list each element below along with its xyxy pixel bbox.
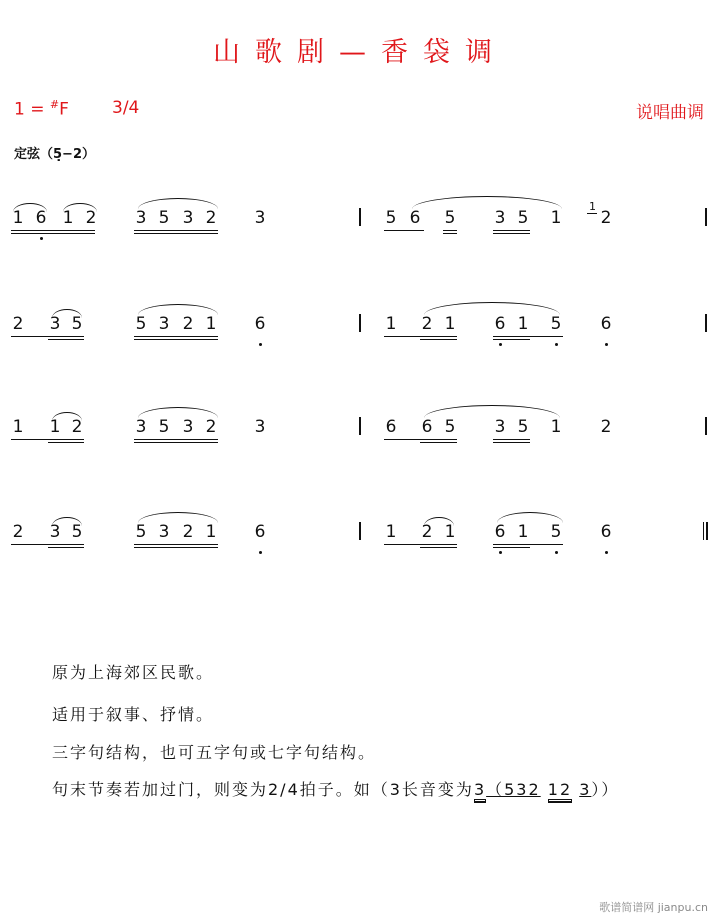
score-note: 1 xyxy=(385,522,397,542)
score-note: 3 xyxy=(254,417,266,437)
underline xyxy=(493,442,530,443)
slur xyxy=(412,196,562,209)
underline xyxy=(420,442,457,443)
score-note: 6 xyxy=(385,417,397,437)
low-octave-dot xyxy=(40,237,43,240)
score-note: 3 xyxy=(135,208,147,228)
score-note: 1 xyxy=(62,208,74,228)
score-note: 2 xyxy=(205,208,217,228)
key-signature: 1 = #F xyxy=(14,98,69,120)
score-note: 1 xyxy=(444,522,456,542)
score-note: 1 xyxy=(12,417,24,437)
time-signature: 3/4 xyxy=(112,98,140,118)
score-note: 2 xyxy=(71,417,83,437)
underline xyxy=(134,230,218,231)
low-octave-dot xyxy=(259,343,262,346)
underline xyxy=(48,547,84,548)
note-line-2: 适用于叙事、抒情。 xyxy=(52,705,215,724)
score-note: 6 xyxy=(409,208,421,228)
slur xyxy=(63,203,97,212)
slur xyxy=(424,517,454,526)
score-note: 3 xyxy=(182,417,194,437)
score-row-1 xyxy=(0,200,720,267)
score-note: 5 xyxy=(71,522,83,542)
underline xyxy=(48,442,84,443)
bar-line xyxy=(359,417,361,435)
score-note: 2 xyxy=(12,314,24,334)
score-row-4 xyxy=(0,521,720,581)
underline xyxy=(420,547,457,548)
bar-line xyxy=(705,208,707,226)
slur xyxy=(138,198,218,209)
style-label: 说唱曲调 xyxy=(636,103,704,123)
bar-line xyxy=(359,522,361,540)
final-double-bar xyxy=(703,522,709,540)
score-note: 5 xyxy=(385,208,397,228)
underline xyxy=(134,233,218,234)
underline xyxy=(493,230,530,231)
underline xyxy=(11,230,95,231)
score-note: 6 xyxy=(254,522,266,542)
score-note: 3 xyxy=(135,417,147,437)
score-note: 3 xyxy=(158,314,170,334)
score-note: 2 xyxy=(85,208,97,228)
score-note: 2 xyxy=(205,417,217,437)
score-note: 1 xyxy=(205,314,217,334)
score-note: 6 xyxy=(494,314,506,334)
score-note: 1 xyxy=(385,314,397,334)
score-note: 5 xyxy=(158,417,170,437)
score-note: 3 xyxy=(254,208,266,228)
low-octave-dot xyxy=(555,343,558,346)
underline xyxy=(493,439,530,440)
underline xyxy=(443,233,457,234)
score-note: 5 xyxy=(444,208,456,228)
score-note: 2 xyxy=(182,522,194,542)
score-note: 5 xyxy=(135,314,147,334)
score-note: 2 xyxy=(600,208,612,228)
slur xyxy=(138,304,218,315)
underline xyxy=(48,339,84,340)
underline xyxy=(134,439,218,440)
score-note: 6 xyxy=(600,314,612,334)
watermark: 歌谱简谱网 jianpu.cn xyxy=(599,901,708,914)
score-note: 3 xyxy=(158,522,170,542)
low-octave-dot xyxy=(605,343,608,346)
score-note: 2 xyxy=(12,522,24,542)
score-note: 2 xyxy=(421,522,433,542)
underline xyxy=(134,544,218,545)
tuning-label: 定弦（5̣−2） xyxy=(14,147,95,162)
score-row-3 xyxy=(0,416,720,476)
score-note: 1 xyxy=(49,417,61,437)
bar-line xyxy=(359,314,361,332)
score-row-2 xyxy=(0,313,720,373)
underline xyxy=(493,547,530,548)
slur xyxy=(52,517,82,526)
score-note: 5 xyxy=(444,417,456,437)
score-note: 3 xyxy=(49,314,61,334)
score-note: 5 xyxy=(158,208,170,228)
underline xyxy=(11,544,84,545)
score-note: 6 xyxy=(421,417,433,437)
slur xyxy=(424,302,560,315)
grace-stroke xyxy=(587,213,597,214)
score-note: 2 xyxy=(421,314,433,334)
low-octave-dot xyxy=(259,551,262,554)
score-note: 5 xyxy=(517,208,529,228)
underline xyxy=(493,233,530,234)
score-note: 2 xyxy=(182,314,194,334)
underline xyxy=(11,233,95,234)
score-note: 5 xyxy=(71,314,83,334)
underline xyxy=(384,439,457,440)
score-note: 1 xyxy=(550,417,562,437)
underline xyxy=(134,339,218,340)
score-note: 1 xyxy=(444,314,456,334)
score-note: 6 xyxy=(600,522,612,542)
slur xyxy=(138,512,218,523)
score-note: 3 xyxy=(494,208,506,228)
low-octave-dot xyxy=(605,551,608,554)
underline xyxy=(443,230,457,231)
low-octave-dot xyxy=(499,343,502,346)
slur xyxy=(138,407,218,418)
score-note: 3 xyxy=(49,522,61,542)
score-note: 5 xyxy=(550,522,562,542)
score-note: 6 xyxy=(35,208,47,228)
note-line-4: 句末节奏若加过门，则变为2/4拍子。如（3长音变为3（532 12 3）） xyxy=(52,780,620,799)
score-note: 3 xyxy=(182,208,194,228)
underline xyxy=(493,544,563,545)
slur xyxy=(13,203,47,212)
score-note: 1 xyxy=(517,522,529,542)
score-note: 3 xyxy=(494,417,506,437)
underline xyxy=(11,439,84,440)
note-line-1: 原为上海郊区民歌。 xyxy=(52,663,215,682)
underline xyxy=(384,336,457,337)
underline xyxy=(384,230,424,231)
score-note: 2 xyxy=(600,417,612,437)
low-octave-dot xyxy=(555,551,558,554)
underline xyxy=(384,544,457,545)
slur xyxy=(52,309,82,318)
underline xyxy=(493,339,530,340)
slur xyxy=(52,412,82,421)
underline xyxy=(11,336,84,337)
underline xyxy=(134,442,218,443)
score-note: 1 xyxy=(550,208,562,228)
underline xyxy=(134,547,218,548)
bar-line xyxy=(359,208,361,226)
page-title: 山歌剧—香袋调 xyxy=(213,37,507,68)
slur xyxy=(424,405,560,418)
score-note: 5 xyxy=(517,417,529,437)
score-note: 1 xyxy=(517,314,529,334)
grace-note: 1 xyxy=(589,200,596,213)
bar-line xyxy=(705,417,707,435)
note-line-3: 三字句结构，也可五字句或七字句结构。 xyxy=(52,743,377,762)
low-octave-dot xyxy=(499,551,502,554)
underline xyxy=(420,339,457,340)
score-note: 1 xyxy=(12,208,24,228)
score-note: 6 xyxy=(494,522,506,542)
slur xyxy=(497,512,563,523)
score-note: 6 xyxy=(254,314,266,334)
score-note: 5 xyxy=(135,522,147,542)
score-note: 1 xyxy=(205,522,217,542)
underline xyxy=(493,336,563,337)
bar-line xyxy=(705,314,707,332)
score-note: 5 xyxy=(550,314,562,334)
underline xyxy=(134,336,218,337)
